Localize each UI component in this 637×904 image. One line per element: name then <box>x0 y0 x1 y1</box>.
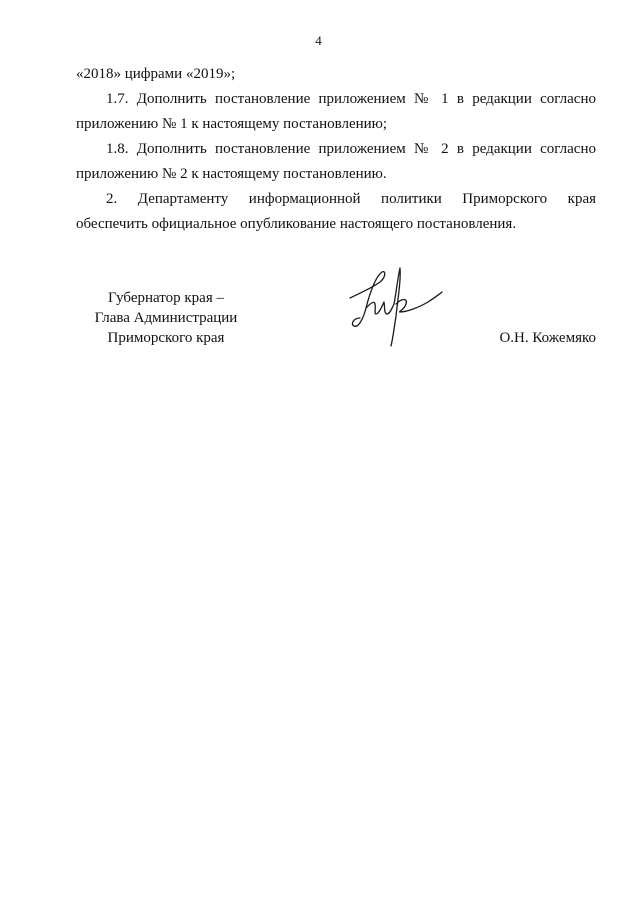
paragraph-2-line2: обеспечить официальное опубликование настоящего постановления. <box>76 216 517 232</box>
handwritten-signature <box>344 264 444 349</box>
document-body <box>76 62 596 237</box>
paragraph-2-line1: 2. Департаменту информационной политики Приморского края <box>106 191 596 207</box>
signatory-title-line3: Приморского края <box>107 330 225 346</box>
signatory-name: О.Н. Кожемяко <box>499 330 596 346</box>
signatory-title-line1: Губернатор края – <box>108 290 224 306</box>
paragraph-1-7: 1.7. Дополнить постановление приложением № 1 в редакции согласно приложению № 1 к настоящему постановлению; <box>76 91 596 132</box>
paragraph-1-8: 1.8. Дополнить постановление приложением № 2 в редакции согласно приложению № 2 к настоящему постановлению. <box>76 141 596 182</box>
signatory-title-line2: Глава Администрации <box>94 310 238 326</box>
signature-block <box>76 288 596 358</box>
page-number: 4 <box>315 33 322 48</box>
paragraph-continuation: «2018» цифрами «2019»; <box>76 66 236 82</box>
signatory-title <box>76 288 256 348</box>
